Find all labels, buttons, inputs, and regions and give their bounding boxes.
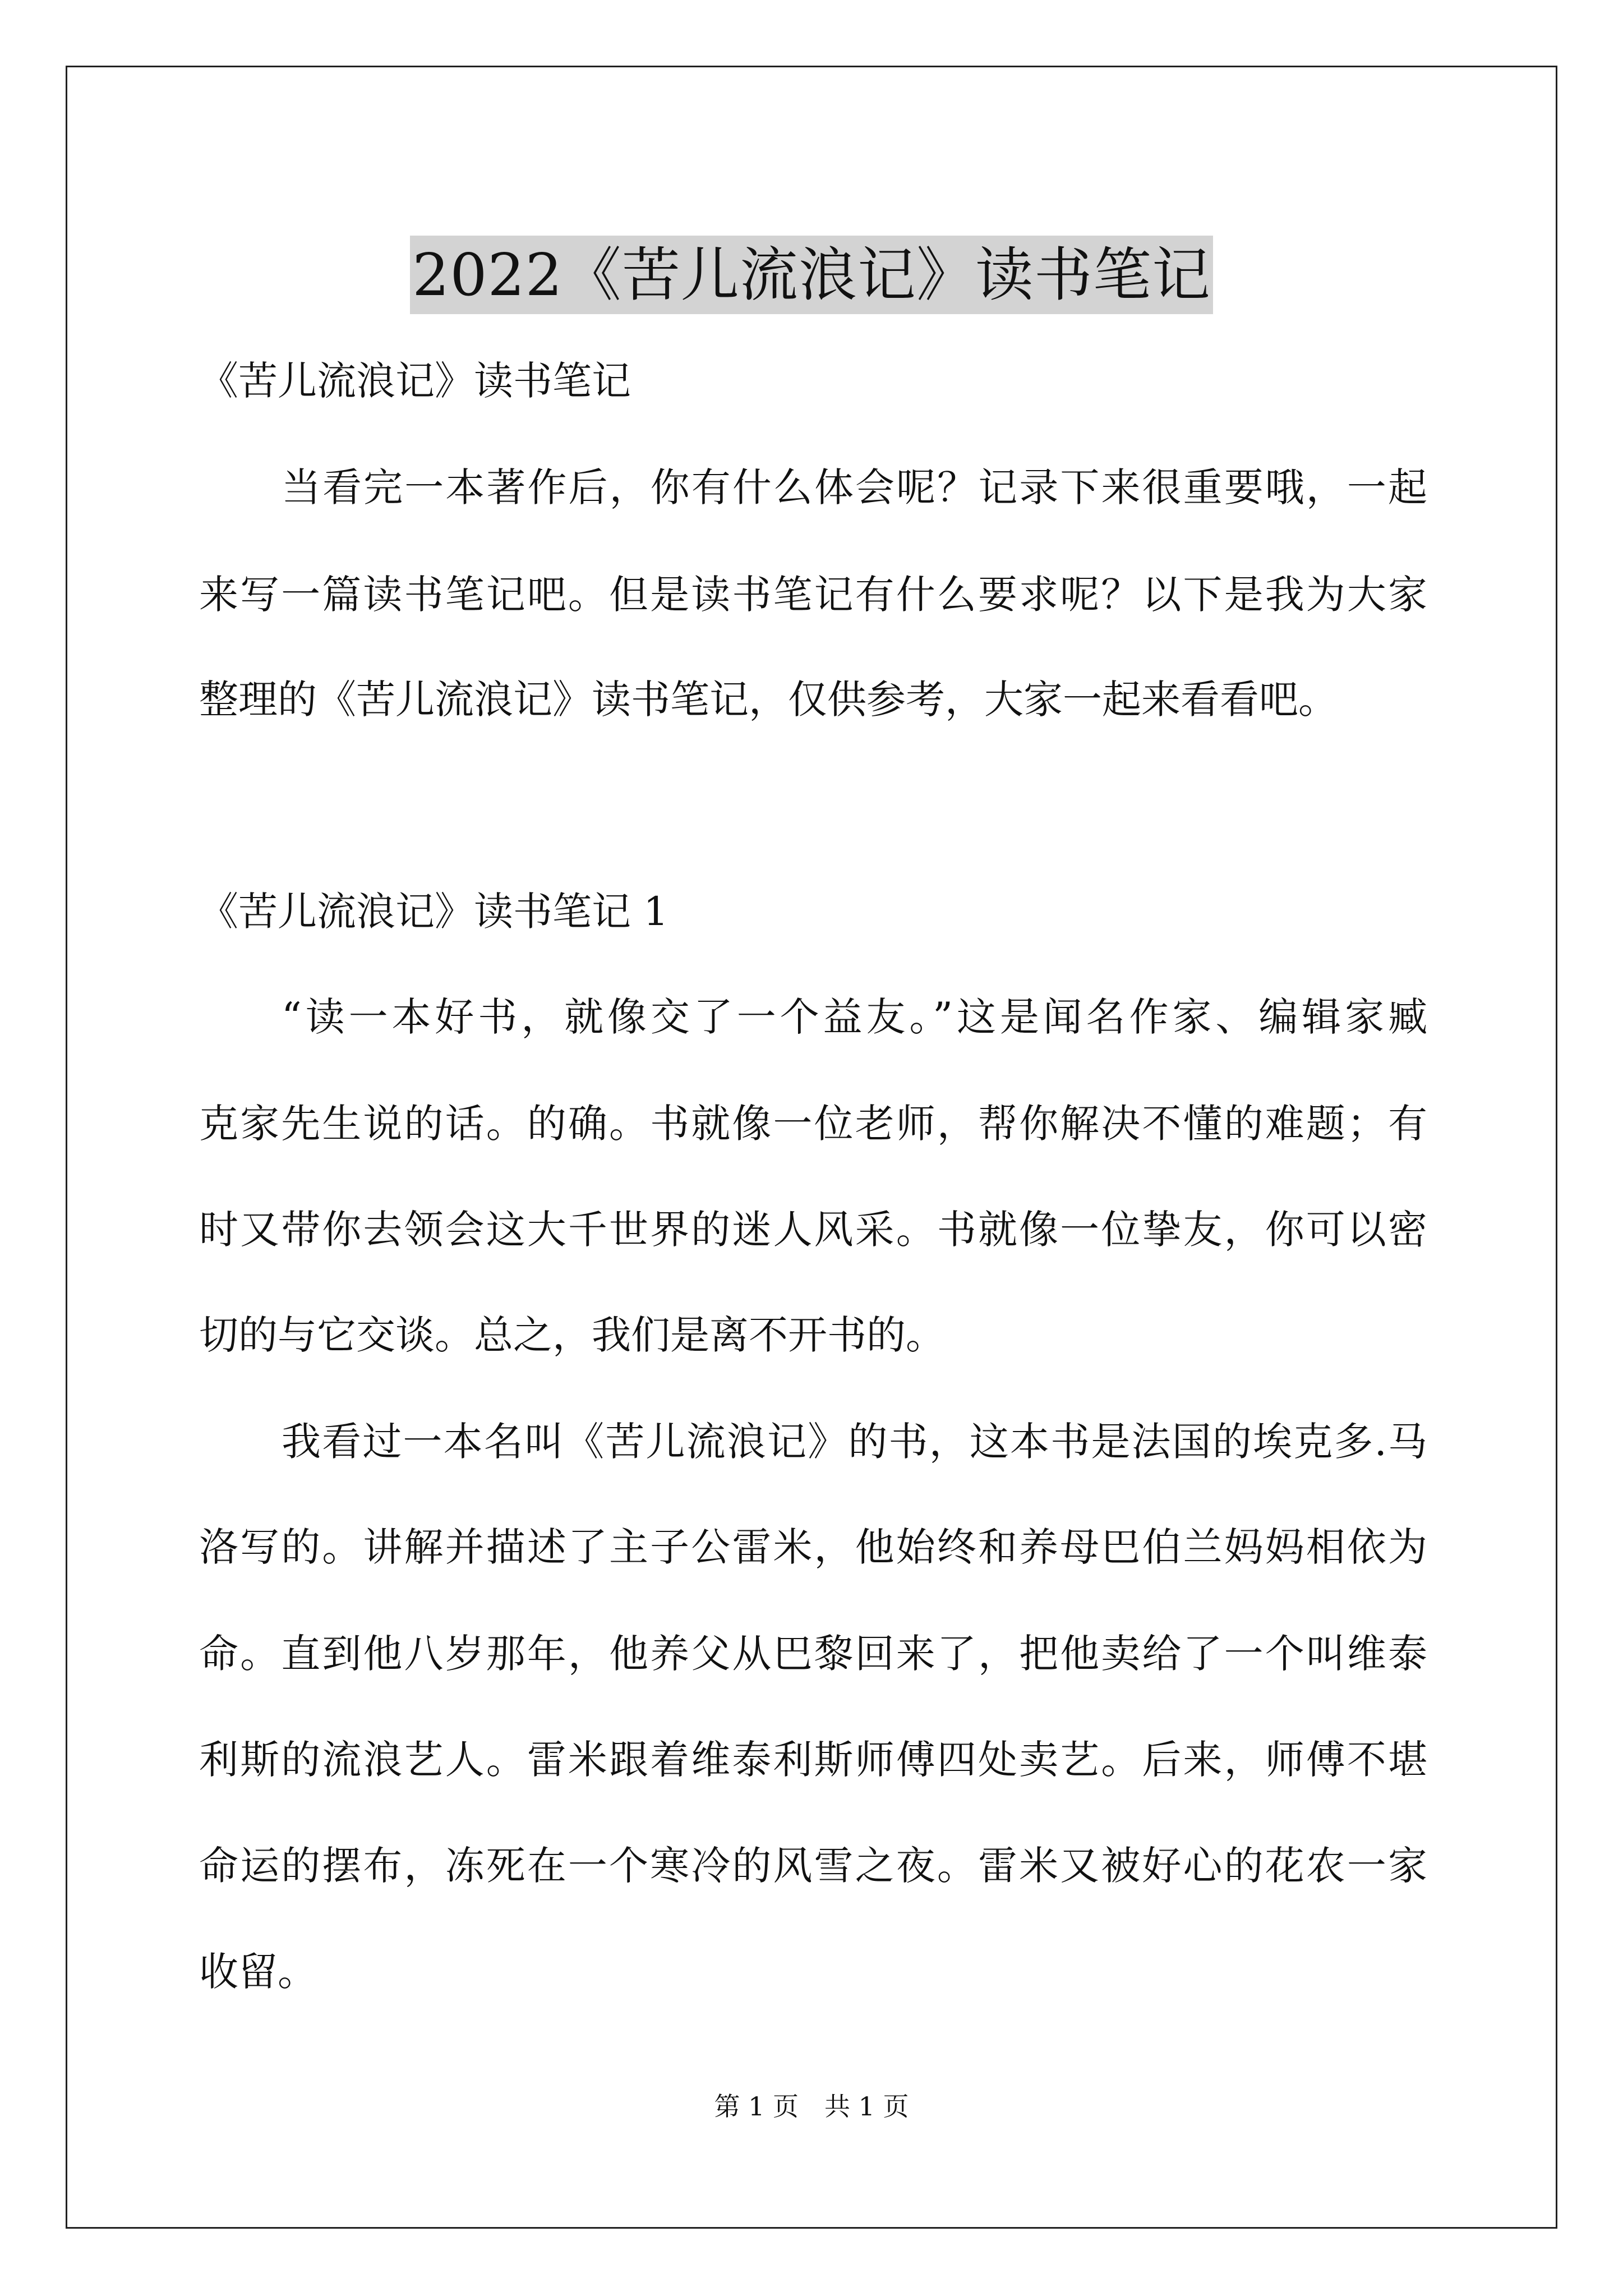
document-title: 2022《苦儿流浪记》读书笔记 [410,236,1213,314]
intro-line-1: 当看完一本著作后，你有什么体会呢？记录下来很重要哦，一起 [282,464,1427,510]
para2-line-3: 命。直到他八岁那年，他养父从巴黎回来了，把他卖给了一个叫维泰 [199,1631,1427,1677]
para2-line-2: 洛写的。讲解并描述了主子公雷米，他始终和养母巴伯兰妈妈相依为 [199,1524,1427,1570]
para2-line-1: 我看过一本名叫《苦儿流浪记》的书，这本书是法国的埃克多.马 [282,1419,1427,1465]
para1-line-1: “读一本好书，就像交了一个益友。”这是闻名作家、编辑家臧 [282,994,1427,1040]
para1-line-2: 克家先生说的话。的确。书就像一位老师，帮你解决不懂的难题；有 [199,1101,1427,1147]
subtitle: 《苦儿流浪记》读书笔记 [199,358,631,404]
para1-line-4: 切的与它交谈。总之，我们是离不开书的。 [199,1312,945,1358]
title-container [0,196,1623,353]
para2-line-6: 收留。 [199,1949,317,1995]
intro-line-2: 来写一篇读书笔记吧。但是读书笔记有什么要求呢？以下是我为大家 [199,572,1427,618]
intro-line-3: 整理的《苦儿流浪记》读书笔记，仅供参考，大家一起来看看吧。 [199,677,1338,723]
para2-line-5: 命运的摆布，冻死在一个寒冷的风雪之夜。雷米又被好心的花农一家 [199,1843,1427,1889]
page-footer: 第 1 页 共 1 页 [714,2091,909,2122]
para2-line-4: 利斯的流浪艺人。雷米跟着维泰利斯师傅四处卖艺。后来，师傅不堪 [199,1737,1427,1783]
section-heading: 《苦儿流浪记》读书笔记 1 [199,889,668,935]
para1-line-3: 时又带你去领会这大千世界的迷人风采。书就像一位挚友，你可以密 [199,1207,1427,1253]
